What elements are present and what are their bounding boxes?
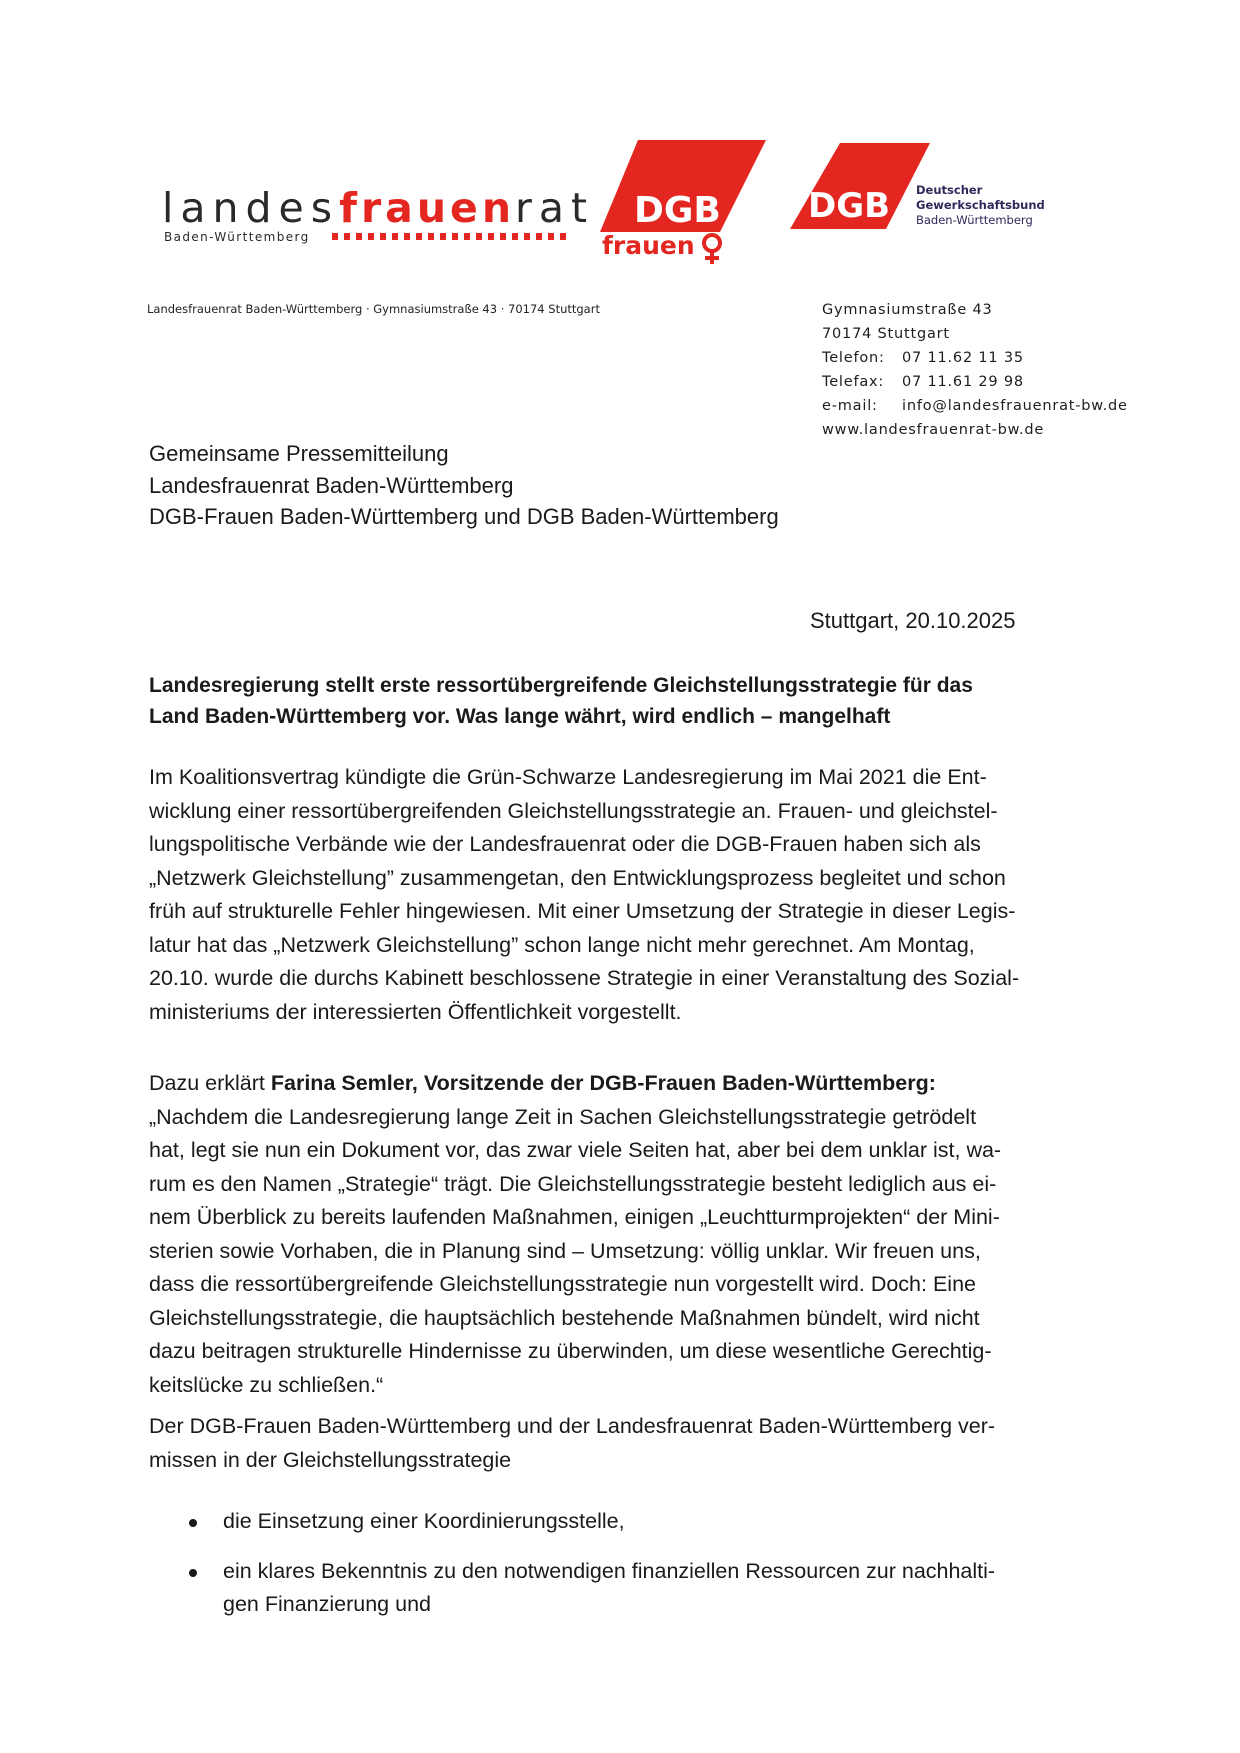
dgb-org-line1: Deutscher: [916, 183, 983, 197]
list-item-text: die Einsetzung einer Koordinierungsstelle,: [223, 1509, 625, 1533]
dgb-org-line2: Gewerkschaftsbund: [916, 198, 1045, 212]
phone-label: Telefon:: [822, 350, 885, 366]
fax-value: 07 11.61 29 98: [902, 374, 1024, 390]
dgb-org-line3: Baden-Württemberg: [916, 213, 1033, 227]
contact-phone-row: [822, 346, 1128, 370]
text-line: dazu beitragen strukturelle Hindernisse zu überwinden, um diese wesentliche Gerechtig-: [149, 1339, 992, 1363]
logo-text-frauen: frauen: [339, 184, 516, 232]
email-label: e-mail:: [822, 398, 878, 414]
female-symbol-icon: [704, 235, 720, 264]
press-release-recipients: [149, 438, 779, 533]
headline: [149, 670, 1099, 732]
text-line: dass die ressortübergreifende Gleichstellungsstrategie nun vorgestellt wird. Doch: Eine: [149, 1272, 976, 1296]
paragraph-demands-intro: [149, 1410, 1089, 1477]
text-line: früh auf strukturelle Fehler hingewiesen. Mit einer Umsetzung der Strategie in dieser Legis-: [149, 899, 1016, 923]
recipient-line: DGB-Frauen Baden-Württemberg und DGB Baden-Württemberg: [149, 504, 779, 529]
text-line: lungspolitische Verbände wie der Landesfrauenrat oder die DGB-Frauen haben sich als: [149, 832, 981, 856]
phone-value: 07 11.62 11 35: [902, 350, 1024, 366]
text-line: wicklung einer ressortübergreifenden Gleichstellungsstrategie an. Frauen- und gleichstel-: [149, 798, 998, 823]
text-line: nem Überblick zu bereits laufenden Maßnahmen, einigen „Leuchtturmprojekten“ der Mini-: [149, 1205, 1000, 1229]
text-line: ministeriums der interessierten Öffentlichkeit vorgestellt.: [149, 999, 682, 1024]
paragraph-quote: [149, 1067, 1089, 1402]
text-line: keitslücke zu schließen.“: [149, 1372, 384, 1397]
text-line: Im Koalitionsvertrag kündigte die Grün-Schwarze Landesregierung im Mai 2021 die Ent-: [149, 765, 987, 789]
text-line: 20.10. wurde die durchs Kabinett beschlossene Strategie in einer Veranstaltung des Sozial-: [149, 966, 1020, 990]
list-item-text: ein klares Bekenntnis zu den notwendigen finanziellen Ressourcen zur nachhalti-: [223, 1558, 996, 1583]
list-item: [149, 1505, 1089, 1539]
headline-line: Land Baden-Württemberg vor. Was lange währt, wird endlich – mangelhaft: [149, 705, 891, 728]
text-line: Der DGB-Frauen Baden-Württemberg und der Landesfrauenrat Baden-Württemberg ver-: [149, 1414, 996, 1438]
landesfrauenrat-wordmark: [162, 184, 595, 232]
paragraph-intro: [149, 761, 1089, 1029]
bullet-icon: [189, 1519, 197, 1527]
text-line: Gleichstellungsstrategie, die hauptsächlich bestehende Maßnahmen bündelt, wird nicht: [149, 1305, 980, 1330]
text-line: hat, legt sie nun ein Dokument vor, das zwar viele Seiten hat, aber bei dem unklar ist, wa-: [149, 1138, 1002, 1162]
recipient-line: Landesfrauenrat Baden-Württemberg: [149, 472, 514, 498]
sender-address-line: Landesfrauenrat Baden-Württemberg · Gymnasiumstraße 43 · 70174 Stuttgart: [147, 302, 600, 316]
dgb-frauen-label: DGB: [634, 190, 721, 231]
bullet-icon: [189, 1569, 197, 1577]
contact-city: 70174 Stuttgart: [822, 326, 950, 342]
text-line: sterien sowie Vorhaben, die in Planung sind – Umsetzung: völlig unklar. Wir freuen uns,: [149, 1238, 981, 1263]
recipient-line: Gemeinsame Pressemitteilung: [149, 441, 449, 466]
logo-text-landes: landes: [162, 184, 340, 232]
text-line: „Netzwerk Gleichstellung” zusammengetan, den Entwicklungsprozess begleitet und schon: [149, 865, 1006, 890]
landesfrauenrat-logo: [162, 184, 595, 256]
dgb-frauen-sublabel: frauen: [602, 231, 695, 260]
logo-subtitle: Baden-Württemberg: [164, 230, 310, 244]
attribution-intro: Dazu erklärt: [149, 1071, 271, 1095]
text-line: rum es den Namen „Strategie“ trägt. Die Gleichstellungsstrategie besteht lediglich aus ei-: [149, 1171, 997, 1196]
contact-fax-row: [822, 370, 1128, 394]
demands-list: [149, 1505, 1089, 1638]
contact-website[interactable]: www.landesfrauenrat-bw.de: [822, 422, 1045, 438]
headline-line: Landesregierung stellt erste ressortübergreifende Gleichstellungsstrategie für das: [149, 674, 973, 697]
email-link[interactable]: info@landesfrauenrat-bw.de: [902, 398, 1128, 414]
text-line: „Nachdem die Landesregierung lange Zeit in Sachen Gleichstellungsstrategie getrödelt: [149, 1104, 977, 1129]
quote-attribution: [149, 1067, 1089, 1101]
text-line: missen in der Gleichstellungsstrategie: [149, 1447, 512, 1472]
list-item-text: gen Finanzierung und: [223, 1592, 431, 1616]
date-line: Stuttgart, 20.10.2025: [810, 608, 1016, 633]
list-item: [149, 1555, 1089, 1622]
dgb-label: DGB: [808, 186, 891, 226]
logo-text-rat: rat: [515, 184, 595, 232]
dgb-org-name: [916, 183, 1045, 228]
fax-label: Telefax:: [822, 374, 885, 390]
logo-dotted-line: [332, 233, 566, 240]
text-line: latur hat das „Netzwerk Gleichstellung” schon lange nicht mehr gerechnet. Am Montag,: [149, 932, 975, 957]
contact-email-row: [822, 394, 1128, 418]
dgb-frauen-logo: [600, 140, 780, 265]
speaker-name: Farina Semler, Vorsitzende der DGB-Frauen Baden-Württemberg:: [270, 1071, 936, 1095]
contact-street: Gymnasiumstraße 43: [822, 302, 993, 318]
contact-block: [822, 298, 1128, 442]
